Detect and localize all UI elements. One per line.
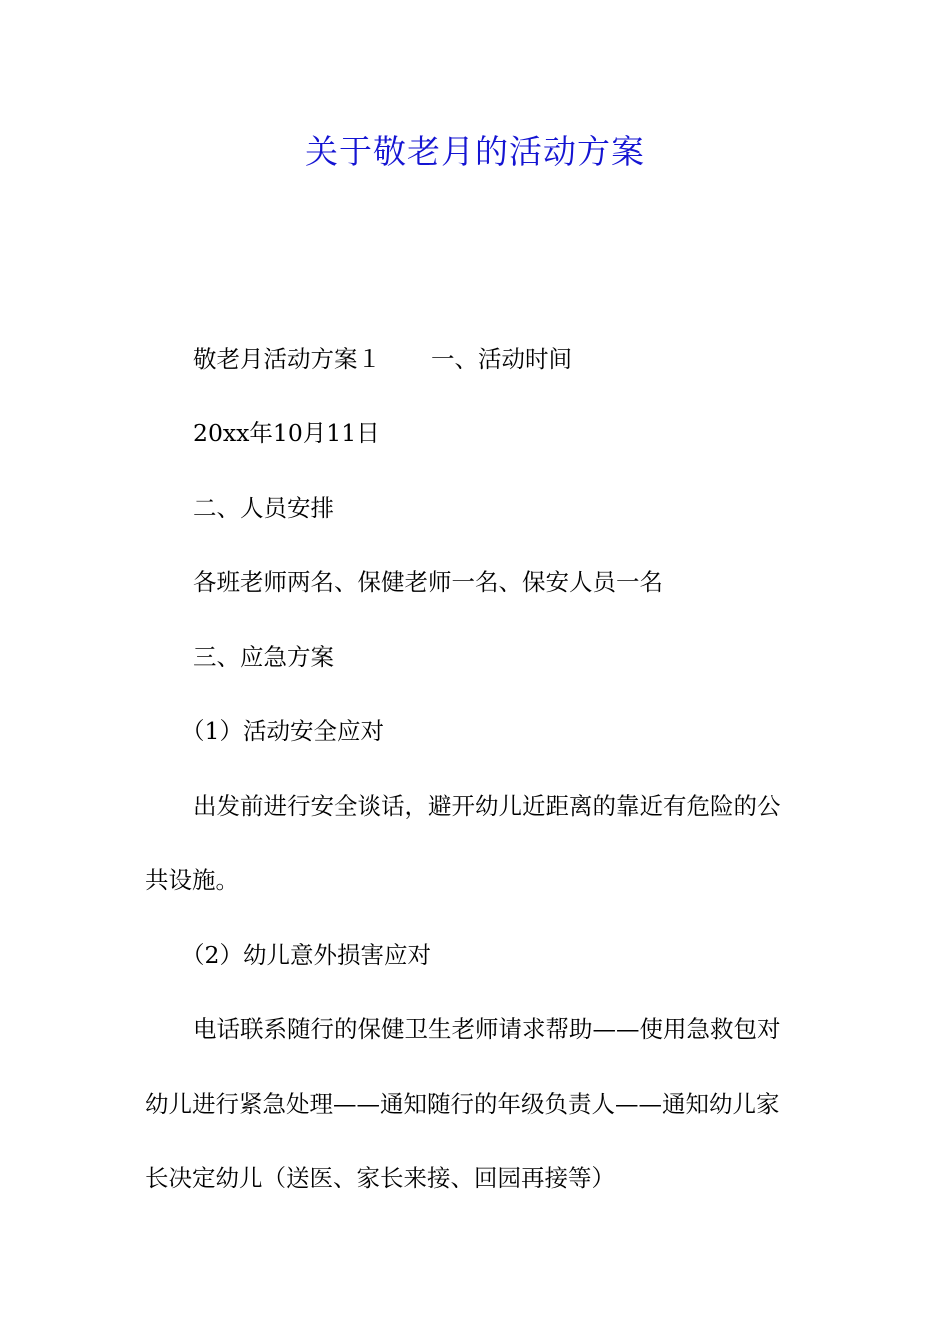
injury-paragraph-line-3: 长决定幼儿（送医、家长来接、回园再接等） bbox=[145, 1164, 615, 1192]
document-title: 关于敬老月的活动方案 bbox=[305, 132, 645, 171]
activity-date: 20xx年10月11日 bbox=[193, 419, 380, 447]
intro-line bbox=[145, 322, 805, 397]
safety-paragraph-line-1: 出发前进行安全谈话，避开幼儿近距离的靠近有危险的公 bbox=[193, 792, 781, 820]
subsection-1-heading: （1）活动安全应对 bbox=[181, 717, 384, 745]
injury-paragraph-line-1: 电话联系随行的保健卫生老师请求帮助——使用急救包对 bbox=[193, 1015, 781, 1043]
safety-paragraph-line-2: 共设施。 bbox=[145, 866, 239, 894]
staff-list: 各班老师两名、保健老师一名、保安人员一名 bbox=[193, 568, 663, 596]
section-1-heading: 一、活动时间 bbox=[431, 345, 572, 373]
subsection-2-heading: （2）幼儿意外损害应对 bbox=[181, 941, 431, 969]
injury-paragraph-line-2: 幼儿进行紧急处理——通知随行的年级负责人——通知幼儿家 bbox=[145, 1090, 780, 1118]
section-2-heading: 二、人员安排 bbox=[193, 494, 334, 522]
section-3-heading: 三、应急方案 bbox=[193, 643, 334, 671]
plan-name: 敬老月活动方案１ bbox=[193, 345, 381, 373]
